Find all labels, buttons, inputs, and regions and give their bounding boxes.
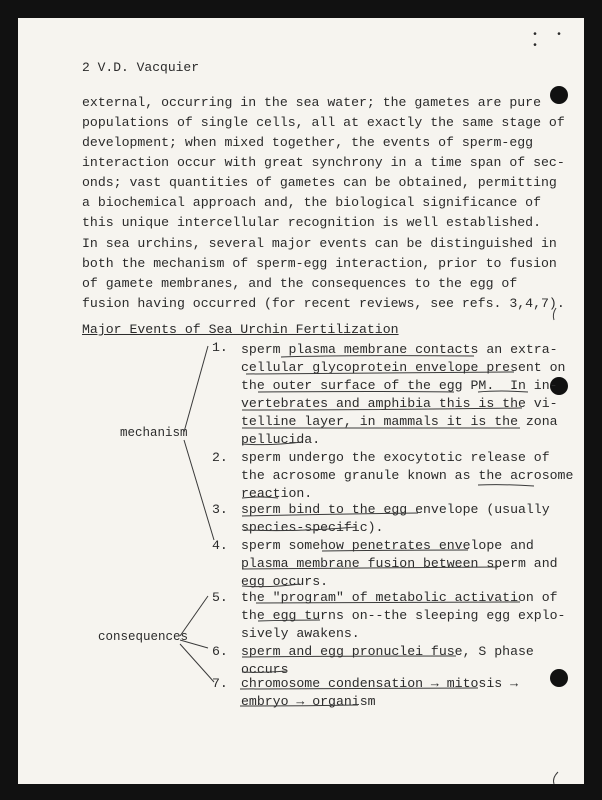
item-line: occurs xyxy=(241,662,289,677)
item-line: sively awakens. xyxy=(241,626,360,641)
item-line: sperm somehow penetrates envelope and xyxy=(241,538,534,553)
underline xyxy=(242,408,522,410)
paragraph2-line: of gamete membranes, and the consequences to the egg of xyxy=(82,276,518,291)
consequences-bracket-line xyxy=(180,596,208,636)
item-number: 4. xyxy=(212,538,228,553)
item-line: telline layer, in mammals it is the zona xyxy=(241,414,558,429)
paragraph1-line: interaction occur with great synchrony in a time span of sec- xyxy=(82,155,565,170)
underline xyxy=(258,620,320,621)
paragraph2-line: fusion having occurred (for recent reviews, see refs. 3,4,7). xyxy=(82,296,565,311)
paragraph1-line: onds; vast quantities of gametes can be obtained, permitting xyxy=(82,175,557,190)
item-line: plasma membrane fusion between sperm and xyxy=(241,556,558,571)
margin-mark xyxy=(553,308,556,320)
mechanism-bracket-line xyxy=(184,346,208,432)
consequences-bracket-line xyxy=(180,644,214,682)
item-line: sperm plasma membrane contacts an extra- xyxy=(241,342,558,357)
item-number: 3. xyxy=(212,502,228,517)
paragraph1-line: development; when mixed together, the events of sperm-egg xyxy=(82,135,534,150)
underline xyxy=(246,372,514,374)
paragraph1-line: external, occurring in the sea water; the gametes are pure xyxy=(82,95,541,110)
consequences-label: consequences xyxy=(98,630,189,644)
item-line: the outer surface of the egg PM. In in- xyxy=(241,378,558,393)
underline xyxy=(281,356,474,357)
underline xyxy=(478,391,528,392)
underline xyxy=(478,485,534,486)
underline xyxy=(242,513,418,516)
underline xyxy=(256,602,520,603)
item-line: the "program" of metabolic activation of xyxy=(241,590,558,605)
consequences-bracket-line xyxy=(180,640,208,648)
paragraph2-line: In sea urchins, several major events can be distinguished in xyxy=(82,236,557,251)
item-line: pellucida. xyxy=(241,432,321,447)
item-line: embryo → organism xyxy=(241,694,376,709)
underline xyxy=(242,567,498,569)
item-line: the acrosome granule known as the acrosome xyxy=(241,468,574,483)
corner-marks: • • • xyxy=(532,30,569,52)
paragraph2-line: both the mechanism of sperm-egg interaction, prior to fusion xyxy=(82,256,557,271)
underline xyxy=(258,392,454,393)
page-header: 2 V.D. Vacquier xyxy=(82,60,200,75)
item-line: sperm and egg pronuclei fuse, S phase xyxy=(241,644,534,659)
item-line: sperm undergo the exocytotic release of xyxy=(241,450,550,465)
item-number: 7. xyxy=(212,676,228,691)
underline xyxy=(242,584,300,587)
underline xyxy=(242,671,286,672)
underline xyxy=(244,527,356,531)
item-line: cellular glycoprotein envelope present on xyxy=(241,360,566,375)
item-number: 5. xyxy=(212,590,228,605)
underline xyxy=(322,550,468,551)
paragraph1-line: populations of single cells, all at exactly the same stage of xyxy=(82,115,565,130)
underline xyxy=(240,705,358,706)
underline xyxy=(242,497,278,498)
item-line: species-specific). xyxy=(241,520,384,535)
underline xyxy=(242,442,302,445)
item-line: sperm bind to the egg envelope (usually xyxy=(241,502,550,517)
paragraph1-line: this unique intercellular recognition is well established. xyxy=(82,215,541,230)
item-line: vertebrates and amphibia this is the vi- xyxy=(241,396,558,411)
underline xyxy=(242,656,456,657)
item-line: the egg turns on--the sleeping egg explo- xyxy=(241,608,566,623)
mechanism-label: mechanism xyxy=(120,426,188,440)
paragraph1-line: a biochemical approach and, the biological significance of xyxy=(82,195,541,210)
item-line: chromosome condensation → mitosis → xyxy=(241,676,518,691)
item-number: 2. xyxy=(212,450,228,465)
item-line: egg occurs. xyxy=(241,574,329,589)
underline xyxy=(240,688,478,689)
item-line: reaction. xyxy=(241,486,313,501)
mechanism-bracket-line xyxy=(184,440,214,540)
item-number: 1. xyxy=(212,340,228,355)
margin-mark xyxy=(554,772,559,784)
item-number: 6. xyxy=(212,644,228,659)
section-heading: Major Events of Sea Urchin Fertilization xyxy=(82,322,399,337)
